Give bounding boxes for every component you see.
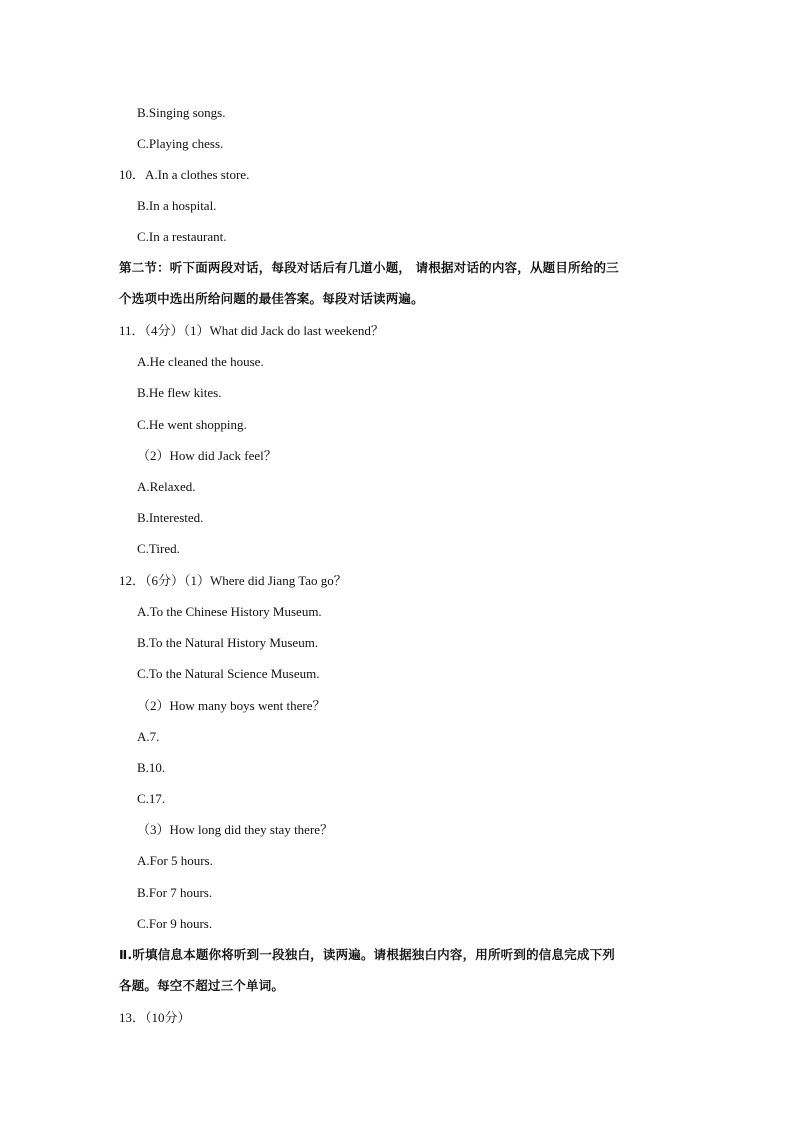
option-11-2a: A.Relaxed.	[137, 479, 196, 494]
option-12-3b: B.For 7 hours.	[137, 885, 213, 900]
option-12-2a: A.7.	[137, 729, 160, 744]
option-12-1c: C.To the Natural Science Museum.	[137, 666, 320, 681]
question-12-3: （3）How long did they stay there？	[137, 822, 334, 837]
option-12-2b: B.10.	[137, 760, 166, 775]
option-11-2c: C.Tired.	[137, 541, 180, 556]
question-12-2: （2）How many boys went there？	[137, 698, 326, 713]
option-11-1c: C.He went shopping.	[137, 417, 247, 432]
section-II-instruction-line1: Ⅱ.听填信息本题你将听到一段独白，读两遍。请根据独白内容，用所听到的信息完成下列	[119, 947, 615, 962]
option-12-2c: C.17.	[137, 791, 166, 806]
question-11-2: （2）How did Jack feel？	[137, 448, 277, 463]
question-11: 11．（4分）（1）What did Jack do last weekend？	[119, 323, 384, 338]
question-13: 13．（10分）	[119, 1010, 191, 1025]
option-11-1a: A.He cleaned the house.	[137, 354, 264, 369]
section-II-instruction-line2: 各题。每空不超过三个单词。	[119, 978, 285, 993]
question-12: 12．（6分）（1）Where did Jiang Tao go？	[119, 573, 347, 588]
section-2-instruction-line1: 第二节：听下面两段对话，每段对话后有几道小题， 请根据对话的内容，从题目所给的三	[119, 260, 619, 275]
option-11-2b: B.Interested.	[137, 510, 204, 525]
option-12-1b: B.To the Natural History Museum.	[137, 635, 319, 650]
option-9c: C.Playing chess.	[137, 136, 224, 151]
option-12-3a: A.For 5 hours.	[137, 853, 213, 868]
option-12-3c: C.For 9 hours.	[137, 916, 213, 931]
option-10b: B.In a hospital.	[137, 198, 217, 213]
option-9b: B.Singing songs.	[137, 105, 226, 120]
option-11-1b: B.He flew kites.	[137, 385, 222, 400]
question-10: 10．A.In a clothes store.	[119, 167, 250, 182]
section-2-instruction-line2: 个选项中选出所给问题的最佳答案。每段对话读两遍。	[119, 291, 424, 306]
option-10c: C.In a restaurant.	[137, 229, 227, 244]
option-12-1a: A.To the Chinese History Museum.	[137, 604, 322, 619]
